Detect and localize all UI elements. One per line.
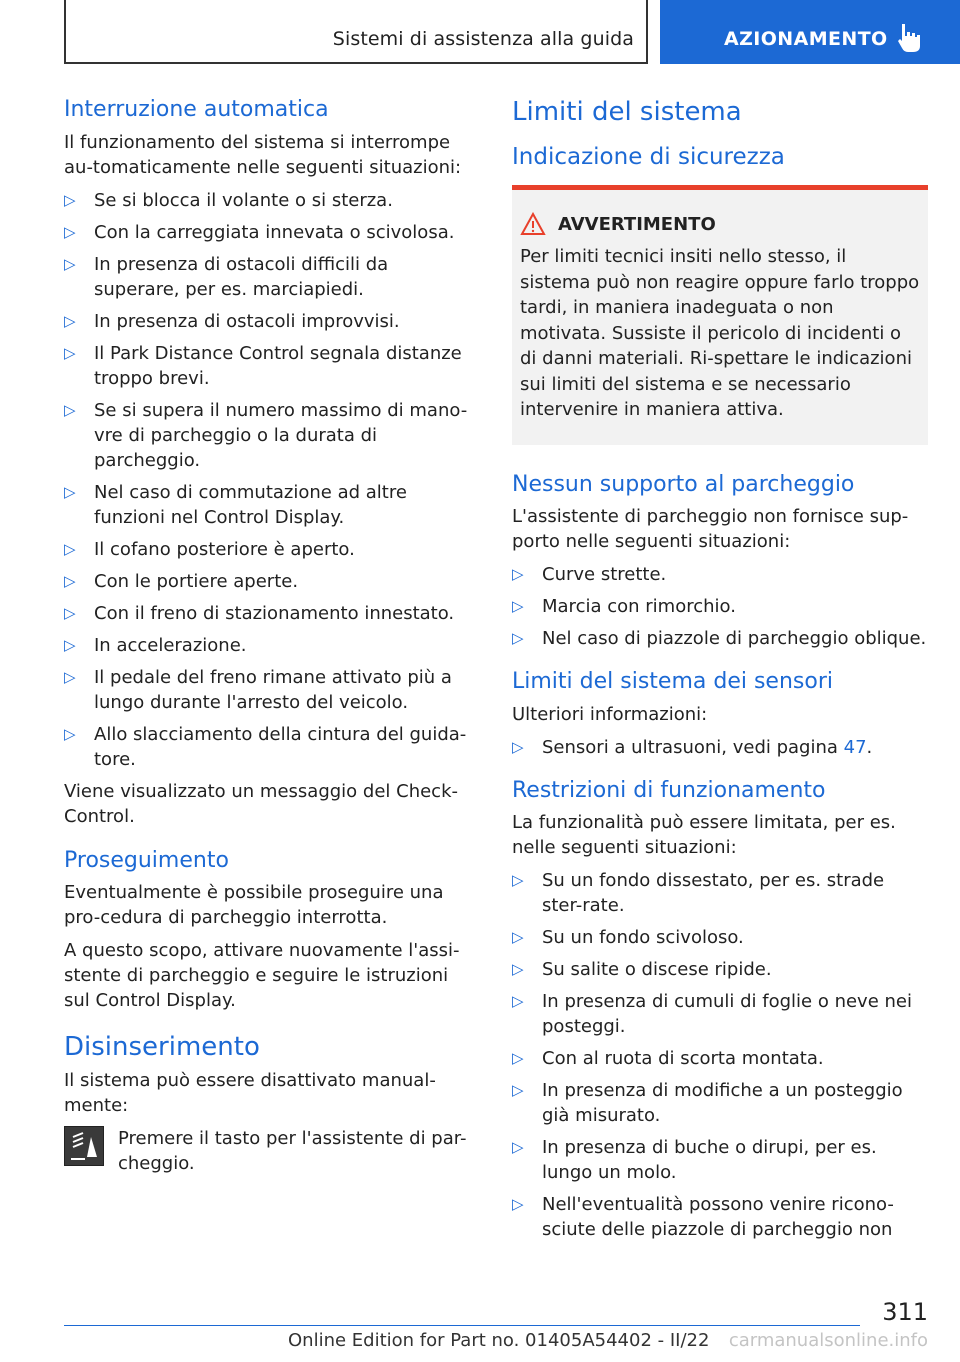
restrictions-intro: La funzionalità può essere limitata, per es. nelle seguenti situazioni:: [512, 812, 896, 859]
list-item: ▷ In presenza di ostacoli difficili da superare, per es. marciapiedi.: [64, 253, 389, 300]
bullet-triangle-icon: ▷: [512, 992, 524, 1011]
list-item: ▷ In presenza di buche o dirupi, per es. lungo un molo.: [512, 1137, 877, 1184]
bullet-triangle-icon: ▷: [512, 1138, 524, 1157]
header-chapter-tab: [660, 0, 960, 64]
restrictions-title: Restrizioni di funzionamento: [512, 777, 826, 803]
list-item: ▷ Su un fondo dissestato, per es. strade ster-rate.: [512, 870, 885, 917]
list-item: ▷ In accelerazione.: [64, 634, 247, 656]
list-item: ▷ Se si blocca il volante o si sterza.: [64, 189, 393, 211]
bullet-triangle-icon: ▷: [512, 928, 524, 947]
sensors-list: [512, 735, 928, 760]
bullet-triangle-icon: ▷: [512, 629, 524, 648]
bullet-triangle-icon: ▷: [64, 667, 76, 686]
auto-stop-intro: Il funzionamento del sistema si interrompe au-tomaticamente nelle seguenti situazioni:: [64, 131, 462, 178]
list-item: ▷ Nel caso di commutazione ad altre funzioni nel Control Display.: [64, 481, 407, 528]
bullet-triangle-icon: ▷: [512, 565, 524, 584]
list-item: ▷ Nell'eventualità possono venire ricono-sciute delle piazzole di parcheggio non: [512, 1194, 894, 1241]
bullet-triangle-icon: ▷: [64, 482, 76, 501]
section-auto-stop: [64, 96, 478, 829]
bullet-triangle-icon: ▷: [512, 1195, 524, 1214]
list-item: ▷ Con il freno di stazionamento innestato.: [64, 602, 455, 624]
bullet-triangle-icon: ▷: [64, 343, 76, 362]
bullet-triangle-icon: ▷: [64, 190, 76, 209]
list-item: ▷ In presenza di ostacoli improvvisi.: [64, 310, 400, 332]
footer-edition: Online Edition for Part no. 01405A54402 - II/22: [288, 1330, 710, 1351]
list-item: ▷ Il Park Distance Control segnala distanze troppo brevi.: [64, 342, 462, 389]
list-item: ▷ Nel caso di piazzole di parcheggio oblique.: [512, 628, 927, 650]
list-item: ▷ Con la carreggiata innevata o scivolosa.: [64, 221, 455, 243]
watermark: carmanualsonline.info: [728, 1330, 928, 1351]
list-item: ▷ Con le portiere aperte.: [64, 570, 299, 592]
system-limits-title: Limiti del sistema: [512, 97, 742, 127]
list-item: ▷ Il pedale del freno rimane attivato più a lungo durante l'arresto del veicolo.: [64, 666, 452, 713]
disable-paragraph: Il sistema può essere disattivato manual-mente:: [64, 1069, 436, 1116]
bullet-triangle-icon: ▷: [512, 871, 524, 890]
parking-assistant-button-icon: [64, 1126, 104, 1166]
safety-title: Indicazione di sicurezza: [512, 143, 785, 170]
no-support-list: [512, 562, 928, 651]
section-continue: [64, 847, 478, 1014]
sensors-title: Limiti del sistema dei sensori: [512, 669, 833, 695]
bullet-triangle-icon: ▷: [512, 1081, 524, 1100]
bullet-triangle-icon: ▷: [512, 960, 524, 979]
disable-title: Disinserimento: [64, 1032, 260, 1062]
list-item: ▷ Allo slacciamento della cintura del guida-tore.: [64, 723, 467, 770]
continue-paragraph-2: A questo scopo, attivare nuovamente l'assi-stente di parcheggio e seguire le istruzioni sul Control Display.: [64, 940, 460, 1011]
list-item: ▷ In presenza di modifiche a un posteggio già misurato.: [512, 1080, 903, 1127]
auto-stop-title: Interruzione automatica: [64, 97, 329, 122]
auto-stop-list: [64, 188, 478, 772]
list-item: ▷ Su un fondo scivoloso.: [512, 927, 744, 949]
list-item: ▷ Con al ruota di scorta montata.: [512, 1048, 824, 1070]
auto-stop-outro: Viene visualizzato un messaggio del Check-Control.: [64, 780, 458, 827]
section-restrictions: [512, 777, 928, 1243]
header-section-box: [64, 0, 648, 64]
bullet-triangle-icon: ▷: [64, 571, 76, 590]
bullet-triangle-icon: ▷: [64, 400, 76, 419]
list-item: ▷ Sensori a ultrasuoni, vedi pagina 47.: [512, 736, 873, 758]
disable-button-instruction: [64, 1126, 478, 1176]
no-support-title: Nessun supporto al parcheggio: [512, 471, 855, 497]
no-support-intro: L'assistente di parcheggio non fornisce sup-porto nelle seguenti situazioni:: [512, 506, 909, 553]
continue-title: Proseguimento: [64, 847, 229, 873]
list-item: ▷ Il cofano posteriore è aperto.: [64, 538, 355, 560]
section-disable: [64, 1031, 478, 1176]
bullet-triangle-icon: ▷: [64, 603, 76, 622]
bullet-triangle-icon: ▷: [64, 254, 76, 273]
disable-button-text: Premere il tasto per l'assistente di par-cheggio.: [118, 1127, 467, 1174]
bullet-triangle-icon: ▷: [64, 222, 76, 241]
bullet-triangle-icon: ▷: [64, 724, 76, 743]
warning-text: Per limiti tecnici insiti nello stesso, il sistema può non reagire oppure farlo troppo tardi, in maniera inadeguata o non motivata. Sussiste il pericolo di incidenti o di danni materiali. Ri-spettare le indicazioni sui limiti del sistema e se necessario intervenire in maniera attiva.: [520, 246, 920, 421]
bullet-triangle-icon: ▷: [64, 539, 76, 558]
bullet-triangle-icon: ▷: [64, 635, 76, 654]
bullet-triangle-icon: ▷: [512, 597, 524, 616]
list-item: ▷ In presenza di cumuli di foglie o neve nei posteggi.: [512, 991, 912, 1038]
page-number: 311: [882, 1298, 928, 1326]
warning-header: [520, 212, 920, 236]
list-item: ▷ Curve strette.: [512, 564, 667, 586]
warning-label: AVVERTIMENTO: [558, 213, 716, 235]
right-column: [512, 96, 928, 1249]
warning-triangle-icon: [520, 212, 546, 236]
section-no-support: [512, 471, 928, 652]
bullet-triangle-icon: ▷: [64, 311, 76, 330]
header-section-title: Sistemi di assistenza alla guida: [332, 28, 634, 50]
continue-paragraph-1: Eventualmente è possibile proseguire una pro-cedura di parcheggio interrotta.: [64, 882, 444, 928]
section-sensors: [512, 668, 928, 760]
list-item: ▷ Se si supera il numero massimo di mano-vre di parcheggio o la durata di parcheggio.: [64, 399, 468, 471]
warning-box: [512, 185, 928, 445]
left-column: [64, 96, 478, 1176]
header-chapter-title: AZIONAMENTO: [724, 28, 888, 50]
bullet-triangle-icon: ▷: [512, 1049, 524, 1068]
hand-pointer-icon: [896, 22, 924, 54]
page-link[interactable]: 47: [843, 736, 867, 758]
bullet-triangle-icon: ▷: [512, 737, 524, 756]
footer-divider: [64, 1325, 860, 1326]
restrictions-list: [512, 868, 928, 1242]
list-item: ▷ Marcia con rimorchio.: [512, 596, 736, 618]
sensors-intro: Ulteriori informazioni:: [512, 703, 708, 725]
list-item: ▷ Su salite o discese ripide.: [512, 959, 772, 981]
